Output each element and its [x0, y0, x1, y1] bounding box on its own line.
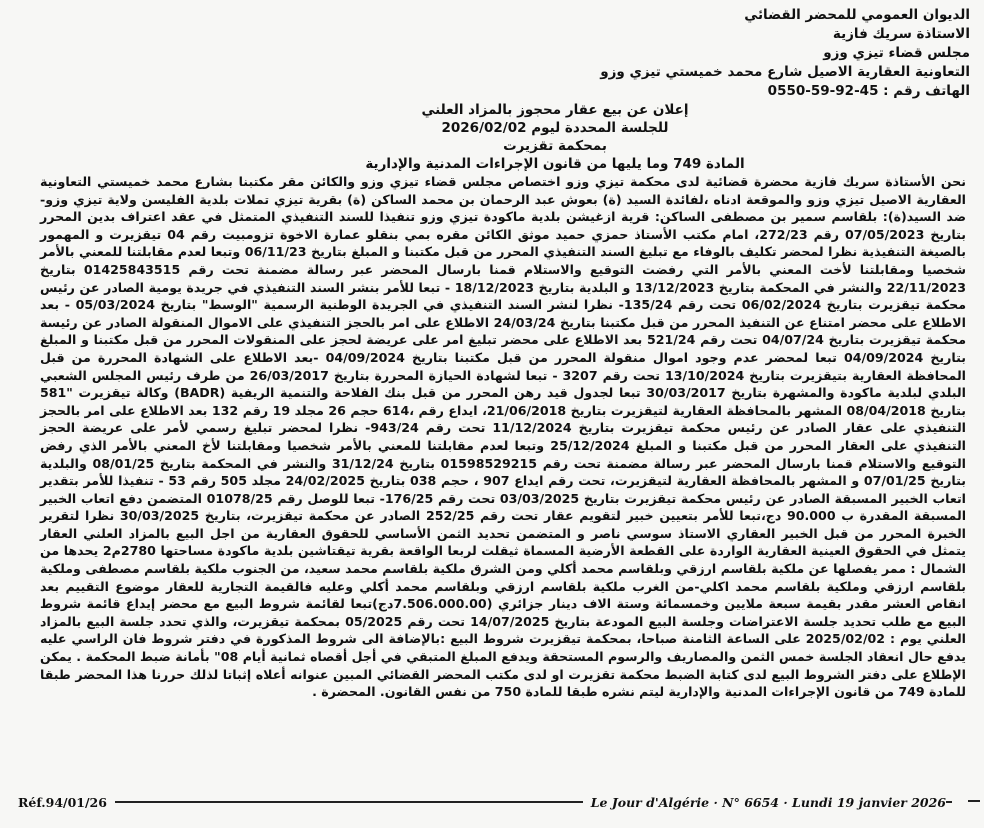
- newspaper-footer: [18, 792, 960, 812]
- scan-edge-mark: [968, 800, 980, 802]
- office-address: التعاونية العقارية الاصيل شارع محمد خميستي تيزي وزو: [600, 64, 970, 80]
- court-name: بمحكمة تقزيرت: [503, 138, 607, 154]
- journal-info: Le Jour d'Algérie · N° 6654 · Lundi 19 janvier 2026: [590, 794, 946, 810]
- office-name: الديوان العمومي للمحضر القضائي: [744, 7, 970, 23]
- session-date: للجلسة المحددة ليوم 2026/02/02: [441, 120, 669, 136]
- legal-article: المادة 749 وما يليها من قانون الإجراءات المدنية والإدارية: [365, 156, 745, 172]
- bailiff-name: الاستاذة سريك فازية: [832, 26, 970, 42]
- notice-body-text: نحن الأستاذة سريك فازية محضرة قضائية لدى محكمة تيزي وزو اختصاص مجلس قضاء تيزي وزو والكائن مقر مكتبنا بشارع محمد خميستي التعاونية العقارية الاصيل تيزي وزو والموقعة ادناه ،لفائدة السيد (ة) بعوش عبد الرحمان بن محمد الساكن (ة) بقرية تيزي تملات بلدية الفليسن ولاية تيزي وزو- ضد السيد(ة): بلقاسم سمير بن مصطفى الساكن: قرية ازغيشن بلدية ماكودة تيزي وزو تنفيذا للسند التنفيذي المتمثل في عقد اعتراف بدين المحرر بتاريخ 07/05/2023 رقم 272/23، امام مكتب الأستاذ حمزي حميد موثق الكائن مقره بمي بنقلو عمارة الاخوة تزومبيت رقم 04 تيقزيرت و المهمور بالصيغة التنفيذية نظرا لمحضر تكليف بالوفاء مع تبليغ السند التنفيذي المحرر من قبل مكتبنا و المبلغ بتاريخ 06/11/23 وتبعا لعدم مقابلتنا للمعني بالأمر شخصيا ومقابلتنا لأخت المعني بالأمر التي رفضت التوقيع والاستلام قمنا بارسال المحضر عبر رسالة مضمنة تحت رقم 01425843515 بتاريخ 22/11/2023 والنشر في المحكمة بتاريخ 13/12/2023 و البلدية بتاريخ 18/12/2023 - تبعا للأمر بنشر السند التنفيذي في جريدة يومية الصادر عن رئيس محكمة تيقزيرت بتاريخ 06/02/2024 تحت رقم 135/24- نظرا لنشر السند التنفيذي في الجريدة الوطنية الرسمية "الوسط" بتاريخ 05/03/2024 - بعد الاطلاع على محضر امتناع عن التنفيذ المحرر من قبل مكتبنا بتاريخ 24/03/24 الاطلاع على امر بالحجز التنفيذي على الاموال المنقولة الصادر عن رئيسة محكمة تيقزيرت بتاريخ 04/07/24 تحت رقم 521/24 بعد الاطلاع على محضر تبليغ امر على عريضة لحجز على المنقولات المحرر من قبل مكتبنا و المبلغ بتاريخ 04/09/2024 تبعا لمحضر عدم وجود اموال منقولة المحرر من قبل مكتبنا بتاريخ 04/09/2024 -بعد الاطلاع على الشهادة المحررة من قبل المحافظة العقارية بتيقزيرت بتاريخ 13/10/2024 تحت رقم 3207 - تبعا لشهادة الحيازة المحررة بتاريخ 26/03/2017 من طرف رئيس المجلس الشعبي البلدي لبلدية ماكودة والمشهرة بتاريخ 30/03/2017 تبعا لجدول قيد رهن المحرر من قبل بنك الفلاحة والتنمية الريفية (BADR) وكالة تيقزيرت "581 بتاريخ 08/04/2018 المشهر بالمحافظة العقارية لتيقزيرت بتاريخ 21/06/2018، ايداع رقم ،614 حجم 26 مجلد 19 رقم 132 بعد الاطلاع على امر بالحجز التنفيذي على عقار الصادر عن رئيس محكمة تيقزيرت بتاريخ 11/12/2024 تحت رقم 943/24- نظرا لمحضر تبليغ رسمي لأمر على عريضة الحجز التنفيذي على العقار المحرر من قبل مكتبنا و المبلغ 25/12/2024 وتبعا لعدم مقابلتنا للمعني بالأمر شخصيا ومقابلتنا لأخ المعني بالأمر الذي رفض التوقيع والاستلام قمنا بارسال المحضر عبر رسالة مضمنة تحت رقم 01598529215 بتاريخ 31/12/24 والنشر في المحكمة بتاريخ 08/01/25 والبلدية بتاريخ 07/01/25 و المشهر بالمحافظة العقارية لتيقزيرت، تحت رقم ايداع 907 ، حجم 038 بتاريخ 24/02/2025 مجلد 505 رقم 53 - تنفيذا للأمر بتقدير اتعاب الخبير المسبقة الصادر عن رئيس محكمة تيقزيرت بتاريخ 03/03/2025 تحت رقم 176/25- تبعا للوصل رقم 01078/25 المتضمن دفع اتعاب الخبير المسبقة المقدرة ب 90.000 دج،تبعا للأمر بتعيين خبير لتقويم عقار تحت رقم 252/25 الصادر عن محكمة تيقزيرت، بتاريخ 30/03/2025 نظرا لتقرير الخبرة المحرر من قبل الخبير العقاري الاستاذ سوسي ناصر و المتضمن تحديد الثمن الأساسي للحقوق العقارية من اجل البيع بالمزاد العلني العقار يتمثل في الحقوق العينية العقارية الواردة على القطعة الأرضية المسماة ثيقلت لربعا الواقعة بقرية تيقتاشين بلدية ماكودة مساحتها 2780م2 يحدها من الشمال : ممر يفصلها عن ملكية بلقاسم ارزقي وبلقاسم محمد أكلي ومن الشرق ملكية بلقاسم محمد سعيد، من الجنوب ملكية بلقاسم مصطفى وملكية بلقاسم ارزقي وملكية بلقاسم محمد اكلي-من الغرب ملكية بلقاسم ارزقي وبلقاسم محمد أكلي وعليه فالقيمة التجارية للعقار موضوع التقييم بعد انقاص العشر مقدر بقيمة سبعة ملايين وخمسمائة وستة الاف دينار جزائري (7.506.000.00دج)تبعا لقائمة شروط البيع مع محضر إيداع قائمة شروط البيع مع طلب تحديد جلسة الاعتراضات وجلسة البيع المودعة بتاريخ 14/07/2025 تحت رقم 05/2025 بمحكمة تيقزيرت، والذي تحدد جلسة البيع بالمزاد العلني يوم : 2025/02/02 على الساعة الثامنة صباحا، بمحكمة تيقزيرت شروط البيع :بالإضافة الى شروط المذكورة في دفتر شروط فان الراسي عليه يدفع حال انعقاد الجلسة خمس الثمن والمصاريف والرسوم المستحقة ويدفع المبلغ المتبقي في أجل أقصاه ثمانية أيام 08" بأمانة ضبط المحكمة . يمكن الإطلاع على دفتر الشروط البيع لدى كتابة الضبط محكمة تقزيرت او لدى مكتب المحضر القضائي المبين عنوانه أعلاه إثباتا لذلك حررنا هذا المحضر طبقا للمادة 749 من قانون الإجراءات المدنية والإدارية ليتم نشره طبقا للمادة 750 من نفس القانون. المحضرة .: [40, 174, 967, 700]
- court-council: مجلس قضاء تيزي وزو: [823, 45, 970, 61]
- reference-number: Réf.94/01/26: [18, 794, 107, 810]
- footer-rule: [115, 801, 583, 803]
- notice-body: [30, 173, 970, 701]
- bailiff-header: [30, 6, 970, 101]
- announcement-title: إعلان عن بيع عقار محجوز بالمزاد العلني: [421, 102, 689, 118]
- footer-rule-end: [946, 801, 952, 803]
- announcement-heading: [30, 101, 970, 173]
- phone-number: الهاتف رقم : 45-92-59-0550: [767, 83, 970, 99]
